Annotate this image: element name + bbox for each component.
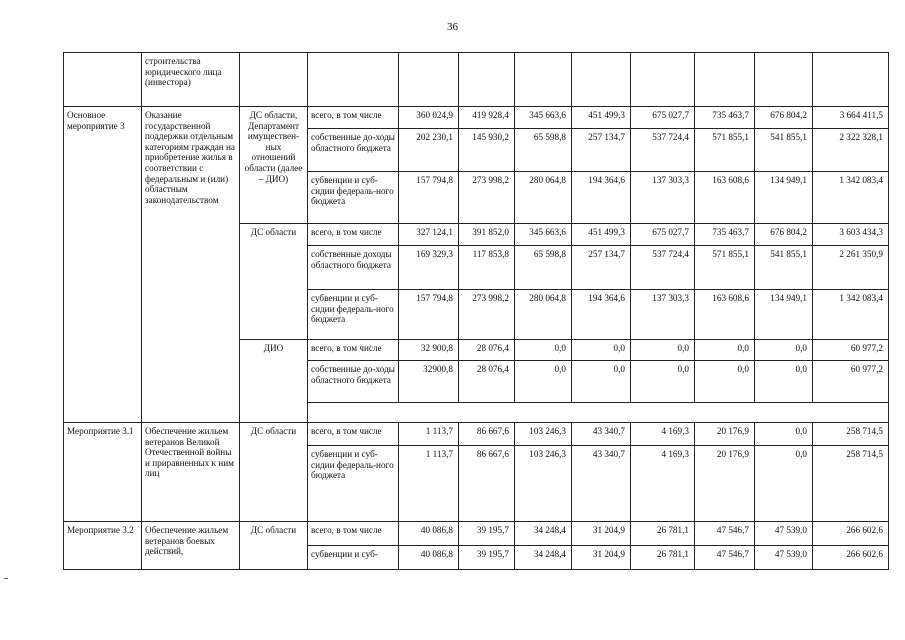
amount-cell: 0,0 bbox=[755, 446, 813, 522]
amount-cell: 32 900,8 bbox=[399, 340, 459, 361]
amount-cell: 571 855,1 bbox=[695, 129, 755, 172]
amount-cell: 273 998,2 bbox=[459, 172, 515, 224]
amount-cell: 28 076,4 bbox=[459, 340, 515, 361]
amount-cell: 86 667,6 bbox=[459, 446, 515, 522]
label-cell: строительства юридического лица (инвестора) bbox=[142, 53, 240, 107]
amount-cell: 0,0 bbox=[695, 340, 755, 361]
amount-cell: 86 667,6 bbox=[459, 423, 515, 446]
amount-cell: 1 113,7 bbox=[399, 446, 459, 522]
amount-cell: 137 303,3 bbox=[631, 172, 695, 224]
amount-cell: 20 176,9 bbox=[695, 446, 755, 522]
amount-cell: 0,0 bbox=[755, 423, 813, 446]
amount-cell: 2 261 350,9 bbox=[813, 246, 889, 290]
amount-cell: 157 794,8 bbox=[399, 172, 459, 224]
label-cell: всего, в том числе bbox=[308, 522, 399, 546]
label-cell: всего, в том числе bbox=[308, 224, 399, 246]
amount-cell: 676 804,2 bbox=[755, 224, 813, 246]
amount-cell: 451 499,3 bbox=[572, 224, 631, 246]
amount-cell: 675 027,7 bbox=[631, 107, 695, 129]
page-number: 36 bbox=[447, 21, 458, 33]
amount-cell: 266 602,6 bbox=[813, 522, 889, 546]
amount-cell: 257 134,7 bbox=[572, 246, 631, 290]
row-m31-total bbox=[64, 423, 889, 446]
label-cell: собственные до-ходы областного бюджета bbox=[308, 129, 399, 172]
amount-cell: 735 463,7 bbox=[695, 107, 755, 129]
amount-cell: 0,0 bbox=[515, 340, 572, 361]
amount-cell: 103 246,3 bbox=[515, 446, 572, 522]
amount-cell: 360 024,9 bbox=[399, 107, 459, 129]
amount-cell: 65 598,8 bbox=[515, 246, 572, 290]
label-cell: Мероприятие 3.1 bbox=[64, 423, 142, 522]
amount-cell: 327 124,1 bbox=[399, 224, 459, 246]
amount-cell: 1 113,7 bbox=[399, 423, 459, 446]
amount-cell: 47 539,0 bbox=[755, 546, 813, 570]
label-cell: всего, в том числе bbox=[308, 423, 399, 446]
label-cell: субвенции и суб-сидии федераль-ного бюджета bbox=[308, 290, 399, 340]
amount-cell: 537 724,4 bbox=[631, 246, 695, 290]
label-cell: ДС области, Департамент имуществен-ных отношений области (далее – ДИО) bbox=[240, 107, 308, 224]
amount-cell: 103 246,3 bbox=[515, 423, 572, 446]
amount-cell bbox=[572, 53, 631, 107]
amount-cell bbox=[695, 53, 755, 107]
amount-cell: 20 176,9 bbox=[695, 423, 755, 446]
amount-cell: 345 663,6 bbox=[515, 224, 572, 246]
amount-cell: 735 463,7 bbox=[695, 224, 755, 246]
label-cell: ДС области bbox=[240, 522, 308, 570]
amount-cell: 47 546,7 bbox=[695, 522, 755, 546]
label-cell: Обеспечение жильем ветеранов Великой Отечественной войны и приравненных к ним лиц bbox=[142, 423, 240, 522]
amount-cell: 541 855,1 bbox=[755, 129, 813, 172]
label-cell bbox=[308, 403, 889, 423]
amount-cell: 34 248,4 bbox=[515, 546, 572, 570]
amount-cell: 675 027,7 bbox=[631, 224, 695, 246]
amount-cell: 194 364,6 bbox=[572, 290, 631, 340]
amount-cell: 3 664 411,5 bbox=[813, 107, 889, 129]
amount-cell: 0,0 bbox=[572, 340, 631, 361]
label-cell: Обеспечение жильем ветеранов боевых действий, bbox=[142, 522, 240, 570]
amount-cell: 137 303,3 bbox=[631, 290, 695, 340]
amount-cell: 451 499,3 bbox=[572, 107, 631, 129]
label-cell: ДИО bbox=[240, 340, 308, 423]
label-cell: всего, в том числе bbox=[308, 107, 399, 129]
amount-cell bbox=[459, 53, 515, 107]
amount-cell: 1 342 083,4 bbox=[813, 172, 889, 224]
amount-cell: 145 930,2 bbox=[459, 129, 515, 172]
budget-table bbox=[63, 52, 889, 570]
amount-cell: 43 340,7 bbox=[572, 423, 631, 446]
amount-cell bbox=[631, 53, 695, 107]
amount-cell: 169 329,3 bbox=[399, 246, 459, 290]
amount-cell: 4 169,3 bbox=[631, 446, 695, 522]
amount-cell: 1 342 083,4 bbox=[813, 290, 889, 340]
amount-cell: 0,0 bbox=[631, 340, 695, 361]
amount-cell: 40 086,8 bbox=[399, 546, 459, 570]
amount-cell: 571 855,1 bbox=[695, 246, 755, 290]
amount-cell: 31 204,9 bbox=[572, 522, 631, 546]
amount-cell: 117 853,8 bbox=[459, 246, 515, 290]
amount-cell: 202 230,1 bbox=[399, 129, 459, 172]
margin-mark bbox=[4, 578, 8, 579]
amount-cell: 2 322 328,1 bbox=[813, 129, 889, 172]
amount-cell: 39 195,7 bbox=[459, 522, 515, 546]
amount-cell: 47 539,0 bbox=[755, 522, 813, 546]
label-cell: собственные доходы областного бюджета bbox=[308, 246, 399, 290]
amount-cell: 419 928,4 bbox=[459, 107, 515, 129]
amount-cell: 40 086,8 bbox=[399, 522, 459, 546]
amount-cell: 258 714,5 bbox=[813, 446, 889, 522]
amount-cell: 60 977,2 bbox=[813, 361, 889, 403]
label-cell bbox=[240, 53, 308, 107]
amount-cell: 163 608,6 bbox=[695, 172, 755, 224]
row-header-cont bbox=[64, 53, 889, 107]
amount-cell bbox=[515, 53, 572, 107]
amount-cell: 257 134,7 bbox=[572, 129, 631, 172]
label-cell: Оказание государственной поддержки отдельным категориям граждан на приобретение жилья в соответствии с федеральным и (или) областным законодательством bbox=[142, 107, 240, 423]
label-cell: субвенции и суб-сидии федераль-ного бюджета bbox=[308, 446, 399, 522]
amount-cell: 39 195,7 bbox=[459, 546, 515, 570]
amount-cell: 32900,8 bbox=[399, 361, 459, 403]
amount-cell: 273 998,2 bbox=[459, 290, 515, 340]
amount-cell: 0,0 bbox=[695, 361, 755, 403]
amount-cell: 0,0 bbox=[572, 361, 631, 403]
amount-cell: 194 364,6 bbox=[572, 172, 631, 224]
amount-cell bbox=[755, 53, 813, 107]
label-cell: собственные до-ходы областного бюджета bbox=[308, 361, 399, 403]
amount-cell: 134 949,1 bbox=[755, 172, 813, 224]
amount-cell: 31 204,9 bbox=[572, 546, 631, 570]
amount-cell: 163 608,6 bbox=[695, 290, 755, 340]
amount-cell: 280 064,8 bbox=[515, 172, 572, 224]
amount-cell: 0,0 bbox=[755, 340, 813, 361]
amount-cell: 43 340,7 bbox=[572, 446, 631, 522]
amount-cell: 134 949,1 bbox=[755, 290, 813, 340]
amount-cell: 258 714,5 bbox=[813, 423, 889, 446]
label-cell: ДС области bbox=[240, 423, 308, 522]
row-main3-total bbox=[64, 107, 889, 129]
label-cell bbox=[308, 53, 399, 107]
amount-cell: 28 076,4 bbox=[459, 361, 515, 403]
amount-cell: 4 169,3 bbox=[631, 423, 695, 446]
label-cell: всего, в том числе bbox=[308, 340, 399, 361]
amount-cell: 157 794,8 bbox=[399, 290, 459, 340]
amount-cell: 676 804,2 bbox=[755, 107, 813, 129]
amount-cell: 280 064,8 bbox=[515, 290, 572, 340]
label-cell: ДС области bbox=[240, 224, 308, 340]
amount-cell bbox=[813, 53, 889, 107]
amount-cell: 266 602,6 bbox=[813, 546, 889, 570]
label-cell bbox=[64, 53, 142, 107]
amount-cell: 34 248,4 bbox=[515, 522, 572, 546]
amount-cell: 47 546,7 bbox=[695, 546, 755, 570]
amount-cell: 0,0 bbox=[755, 361, 813, 403]
amount-cell: 3 603 434,3 bbox=[813, 224, 889, 246]
amount-cell: 26 781,1 bbox=[631, 522, 695, 546]
amount-cell: 537 724,4 bbox=[631, 129, 695, 172]
label-cell: Основное мероприятие 3 bbox=[64, 107, 142, 423]
label-cell: Мероприятие 3.2 bbox=[64, 522, 142, 570]
label-cell: субвенции и суб- bbox=[308, 546, 399, 570]
amount-cell: 60 977,2 bbox=[813, 340, 889, 361]
amount-cell: 65 598,8 bbox=[515, 129, 572, 172]
amount-cell bbox=[399, 53, 459, 107]
amount-cell: 541 855,1 bbox=[755, 246, 813, 290]
amount-cell: 0,0 bbox=[631, 361, 695, 403]
row-m32-total bbox=[64, 522, 889, 546]
label-cell: субвенции и суб-сидии федераль-ного бюджета bbox=[308, 172, 399, 224]
amount-cell: 0,0 bbox=[515, 361, 572, 403]
amount-cell: 26 781,1 bbox=[631, 546, 695, 570]
amount-cell: 345 663,6 bbox=[515, 107, 572, 129]
amount-cell: 391 852,0 bbox=[459, 224, 515, 246]
